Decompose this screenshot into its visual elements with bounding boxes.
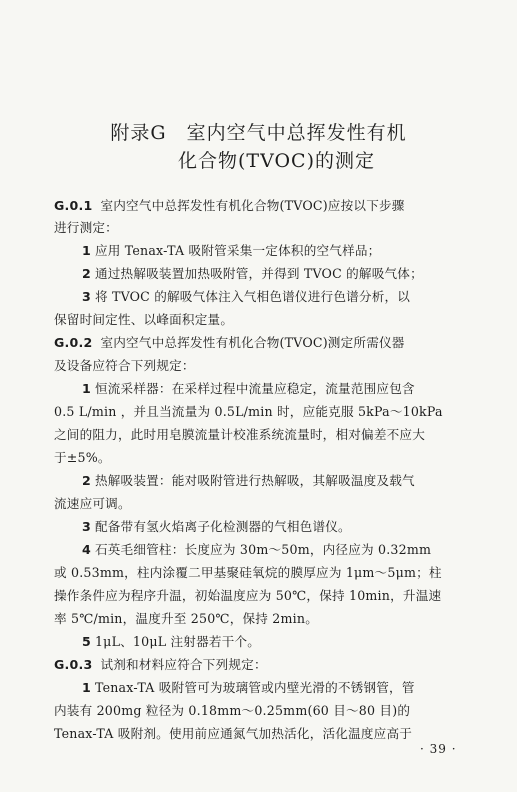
text-line: 进行测定： (54, 220, 118, 235)
list-item (82, 240, 466, 259)
text-line: 率 5℃/min，温度升至 250℃，保持 2min。 (54, 611, 318, 626)
list-item (82, 470, 466, 489)
item-number: 1 (82, 680, 91, 695)
item-number: 1 (82, 243, 91, 258)
page-number: · 39 · (420, 742, 457, 756)
clause-number: G.0.3 (54, 657, 93, 672)
clause-text: 试剂和材料应符合下列规定： (100, 657, 267, 672)
clause-number: G.0.2 (54, 335, 93, 350)
item-text: 将 TVOC 的解吸气体注入气相色谱仪进行色谱分析，以 (94, 289, 411, 304)
clause-g03-heading (54, 654, 466, 673)
clause-g01-heading (54, 195, 466, 214)
list-item (82, 539, 466, 558)
clause-number: G.0.1 (54, 198, 93, 213)
item-number: 1 (82, 381, 91, 396)
item-text: 恒流采样器：在采样过程中流量应稳定，流量范围应包含 (94, 381, 415, 396)
text-line: 内装有 200mg 粒径为 0.18mm～0.25mm(60 目～80 目)的 (54, 703, 411, 718)
text-line: 及设备应符合下列规定： (54, 358, 195, 373)
list-item (82, 516, 466, 535)
list-item (82, 378, 466, 397)
text-line: 流速应可调。 (54, 496, 131, 511)
list-item (82, 631, 466, 650)
text-line: 保留时间定性、以峰面积定量。 (54, 312, 234, 327)
text-line: 之间的阻力，此时用皂膜流量计校准系统流量时，相对偏差不应大 (54, 427, 426, 442)
list-item (82, 677, 466, 696)
text-line: 0.5 L/min ，并且当流量为 0.5L/min 时，应能克服 5kPa～10kPa (54, 404, 443, 419)
item-number: 2 (82, 473, 91, 488)
item-text: 热解吸装置：能对吸附管进行热解吸，其解吸温度及载气 (94, 473, 415, 488)
item-number: 3 (82, 289, 91, 304)
clause-text: 室内空气中总挥发性有机化合物(TVOC)测定所需仪器 (100, 335, 405, 350)
item-text: 配备带有氢火焰离子化检测器的气相色谱仪。 (94, 519, 351, 534)
item-text: 石英毛细管柱：长度应为 30m～50m，内径应为 0.32mm (94, 542, 432, 557)
item-text: 应用 Tenax-TA 吸附管采集一定体积的空气样品； (94, 243, 381, 258)
appendix-title-line-1: 附录G 室内空气中总挥发性有机 (110, 122, 407, 144)
clause-g02-heading (54, 332, 466, 351)
item-text: 1μL、10μL 注射器若干个。 (94, 634, 261, 649)
item-number: 4 (82, 542, 91, 557)
item-number: 5 (82, 634, 91, 649)
list-item (82, 263, 466, 282)
item-text: 通过热解吸装置加热吸附管，并得到 TVOC 的解吸气体； (94, 266, 423, 281)
item-number: 2 (82, 266, 91, 281)
item-text: Tenax-TA 吸附管可为玻璃管或内壁光滑的不锈钢管，管 (94, 680, 415, 695)
text-line: 操作条件应为程序升温，初始温度应为 50℃，保持 10min，升温速 (54, 588, 442, 603)
appendix-title-line-2: 化合物(TVOC)的测定 (178, 150, 375, 172)
list-item (82, 286, 466, 305)
text-line: Tenax-TA 吸附剂。使用前应通氮气加热活化，活化温度应高于 (54, 726, 413, 741)
clause-text: 室内空气中总挥发性有机化合物(TVOC)应按以下步骤 (100, 198, 405, 213)
text-line: 或 0.53mm，柱内涂覆二甲基聚硅氧烷的膜厚应为 1μm～5μm；柱 (54, 565, 442, 580)
item-number: 3 (82, 519, 91, 534)
text-line: 于±5%。 (54, 450, 111, 465)
